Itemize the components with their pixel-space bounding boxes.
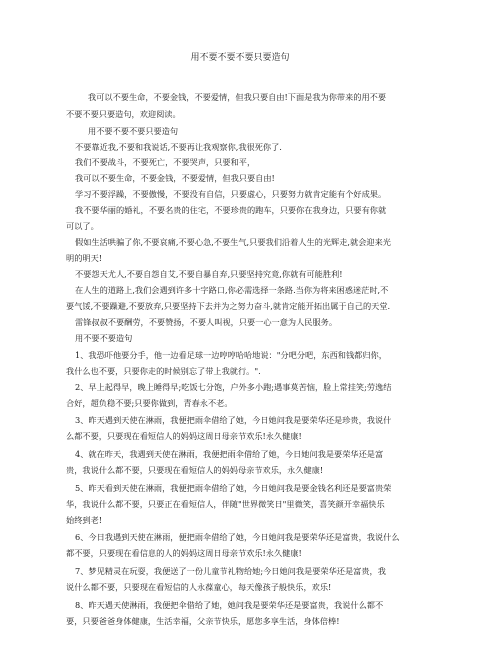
list-item-line: 我什么也不要，只要你走的时候别忘了带上我就行。". [66, 366, 261, 376]
list-item-line: 6、今日我遇到天使在淋雨，便把雨伞借给了她，今日她问我是要荣华还是富贵，我说什么 [75, 532, 400, 542]
list-item-line: 贵，我说什么都不要，只要现在看短信人的妈妈母亲节欢乐，永久健康! [66, 465, 324, 475]
paragraph-line: 不要怨天尤人,不要自怨自艾,不要自暴自弃,只要坚持究竟,你就有可能胜利! [75, 269, 343, 279]
list-item-line: 3、昨天遇到天使在淋雨，我便把雨伞借给了她，今日她问我是要荣华还是珍贵，我说什 [75, 415, 392, 425]
paragraph-line: 明的明天! [66, 253, 103, 263]
paragraph-line: 我可以不要生命，不要金钱，不要爱情，但我只要自由! [75, 173, 275, 183]
list-item-line: 8、昨天遇天使淋雨，我便把伞借给了她，她问我是要荣华还是要富贵，我说什么都不 [75, 600, 384, 610]
list-item-line: 么都不要，只要现在看短信人的妈妈这周日母亲节欢乐!永久健康! [66, 431, 302, 441]
paragraph-line: 在人生的道路上,我们会遇到许多十字路口,你必需选择一条路.当你为将来困惑迷茫时,不 [75, 285, 389, 295]
list-item-line: 华，我说什么都不要，只要正在看短信人，伴随"世界微笑日"里微笑，喜笑颜开幸福快乐 [66, 499, 385, 509]
list-item-line: 4、就在昨天，我遇到天使在淋雨，我便把雨伞借给了她，今日她问我是要荣华还是富 [75, 449, 384, 459]
document-title: 用不要不要不要只要造句 [190, 53, 290, 63]
paragraph-line: 我不要华丽的婚礼，不要名贵的住宅，不要珍贵的跑车，只要你在我身边，只要有你就 [75, 205, 387, 215]
list-item-line: 都不要，只要现在看信息的人的妈妈这周日母亲节欢乐!永久健康! [66, 548, 302, 558]
paragraph-line: 雷锋叔叔不要酬劳，不要赞扬，不要人叫视，只要一心一意为人民服务。 [75, 317, 338, 327]
paragraph-line: 假如生活哄骗了你,不要哀痛,不要心急,不要生气,只要我们沿着人生的光辉走,就会迎来光 [75, 237, 391, 247]
paragraph-line: 可以了。 [66, 221, 99, 231]
list-item-line: 合好，超负稳不要;只要你做到，青春永不老。 [66, 398, 233, 408]
list-item-line: 始终到老! [66, 515, 103, 525]
paragraph-line: 我们不要战斗，不要死亡，不要哭声，只要和平， [75, 157, 256, 167]
paragraph-line: 要气馁,不要躁避,不要放弃,只要坚持下去并为之努力奋斗,就肯定能开拓出属于自己的天堂. [66, 301, 391, 311]
subheading: 用不要不要不要只要造句 [88, 126, 179, 136]
list-item-line: 要，只要爸爸身体健康，生活幸福，父亲节快乐，愿您多享生活，身体倍棒! [66, 616, 340, 626]
list-item-line: 5、昨天看到天使在淋雨，我便把雨伞借给了她，今日她问我是要金钱名利还是要富贵荣 [75, 483, 392, 493]
paragraph-line: 学习不要浮躁，不要傲慢，不要没有自信，只要虚心，只要努力就肯定能有个好成果。 [75, 189, 387, 199]
paragraph-line: 我可以不要生命，不要金钱，不要爱情，但我只要自由!下面是我为你带来的用不要 [88, 92, 387, 102]
paragraph-line: 不要不要只要造句，欢迎阅读。 [66, 109, 181, 119]
list-item-line: 1、我恐吓他要分手，他一边看足球一边哼哼哈哈地说："分吧分吧，东西和钱都归你， [75, 350, 387, 360]
subheading: 用不要不要造句 [75, 333, 133, 343]
paragraph-line: 不要靠近我,不要和我说话,不要再让我观察你,我很死你了. [75, 142, 282, 152]
list-item-line: 2、早上起得早，晚上睡得早;吃饭七分饱，户外多小跑;遇事莫苦恼，脸上常挂笑;劳逸结 [75, 382, 392, 392]
list-item-line: 7、梦见精灵在玩耍，我便送了一份儿童节礼物给她;今日她问我是要荣华还是富贵，我 [75, 566, 386, 576]
list-item-line: 说什么都不要，只要现在看短信的人永葆童心，每天像孩子般快乐，欢乐! [66, 582, 332, 592]
